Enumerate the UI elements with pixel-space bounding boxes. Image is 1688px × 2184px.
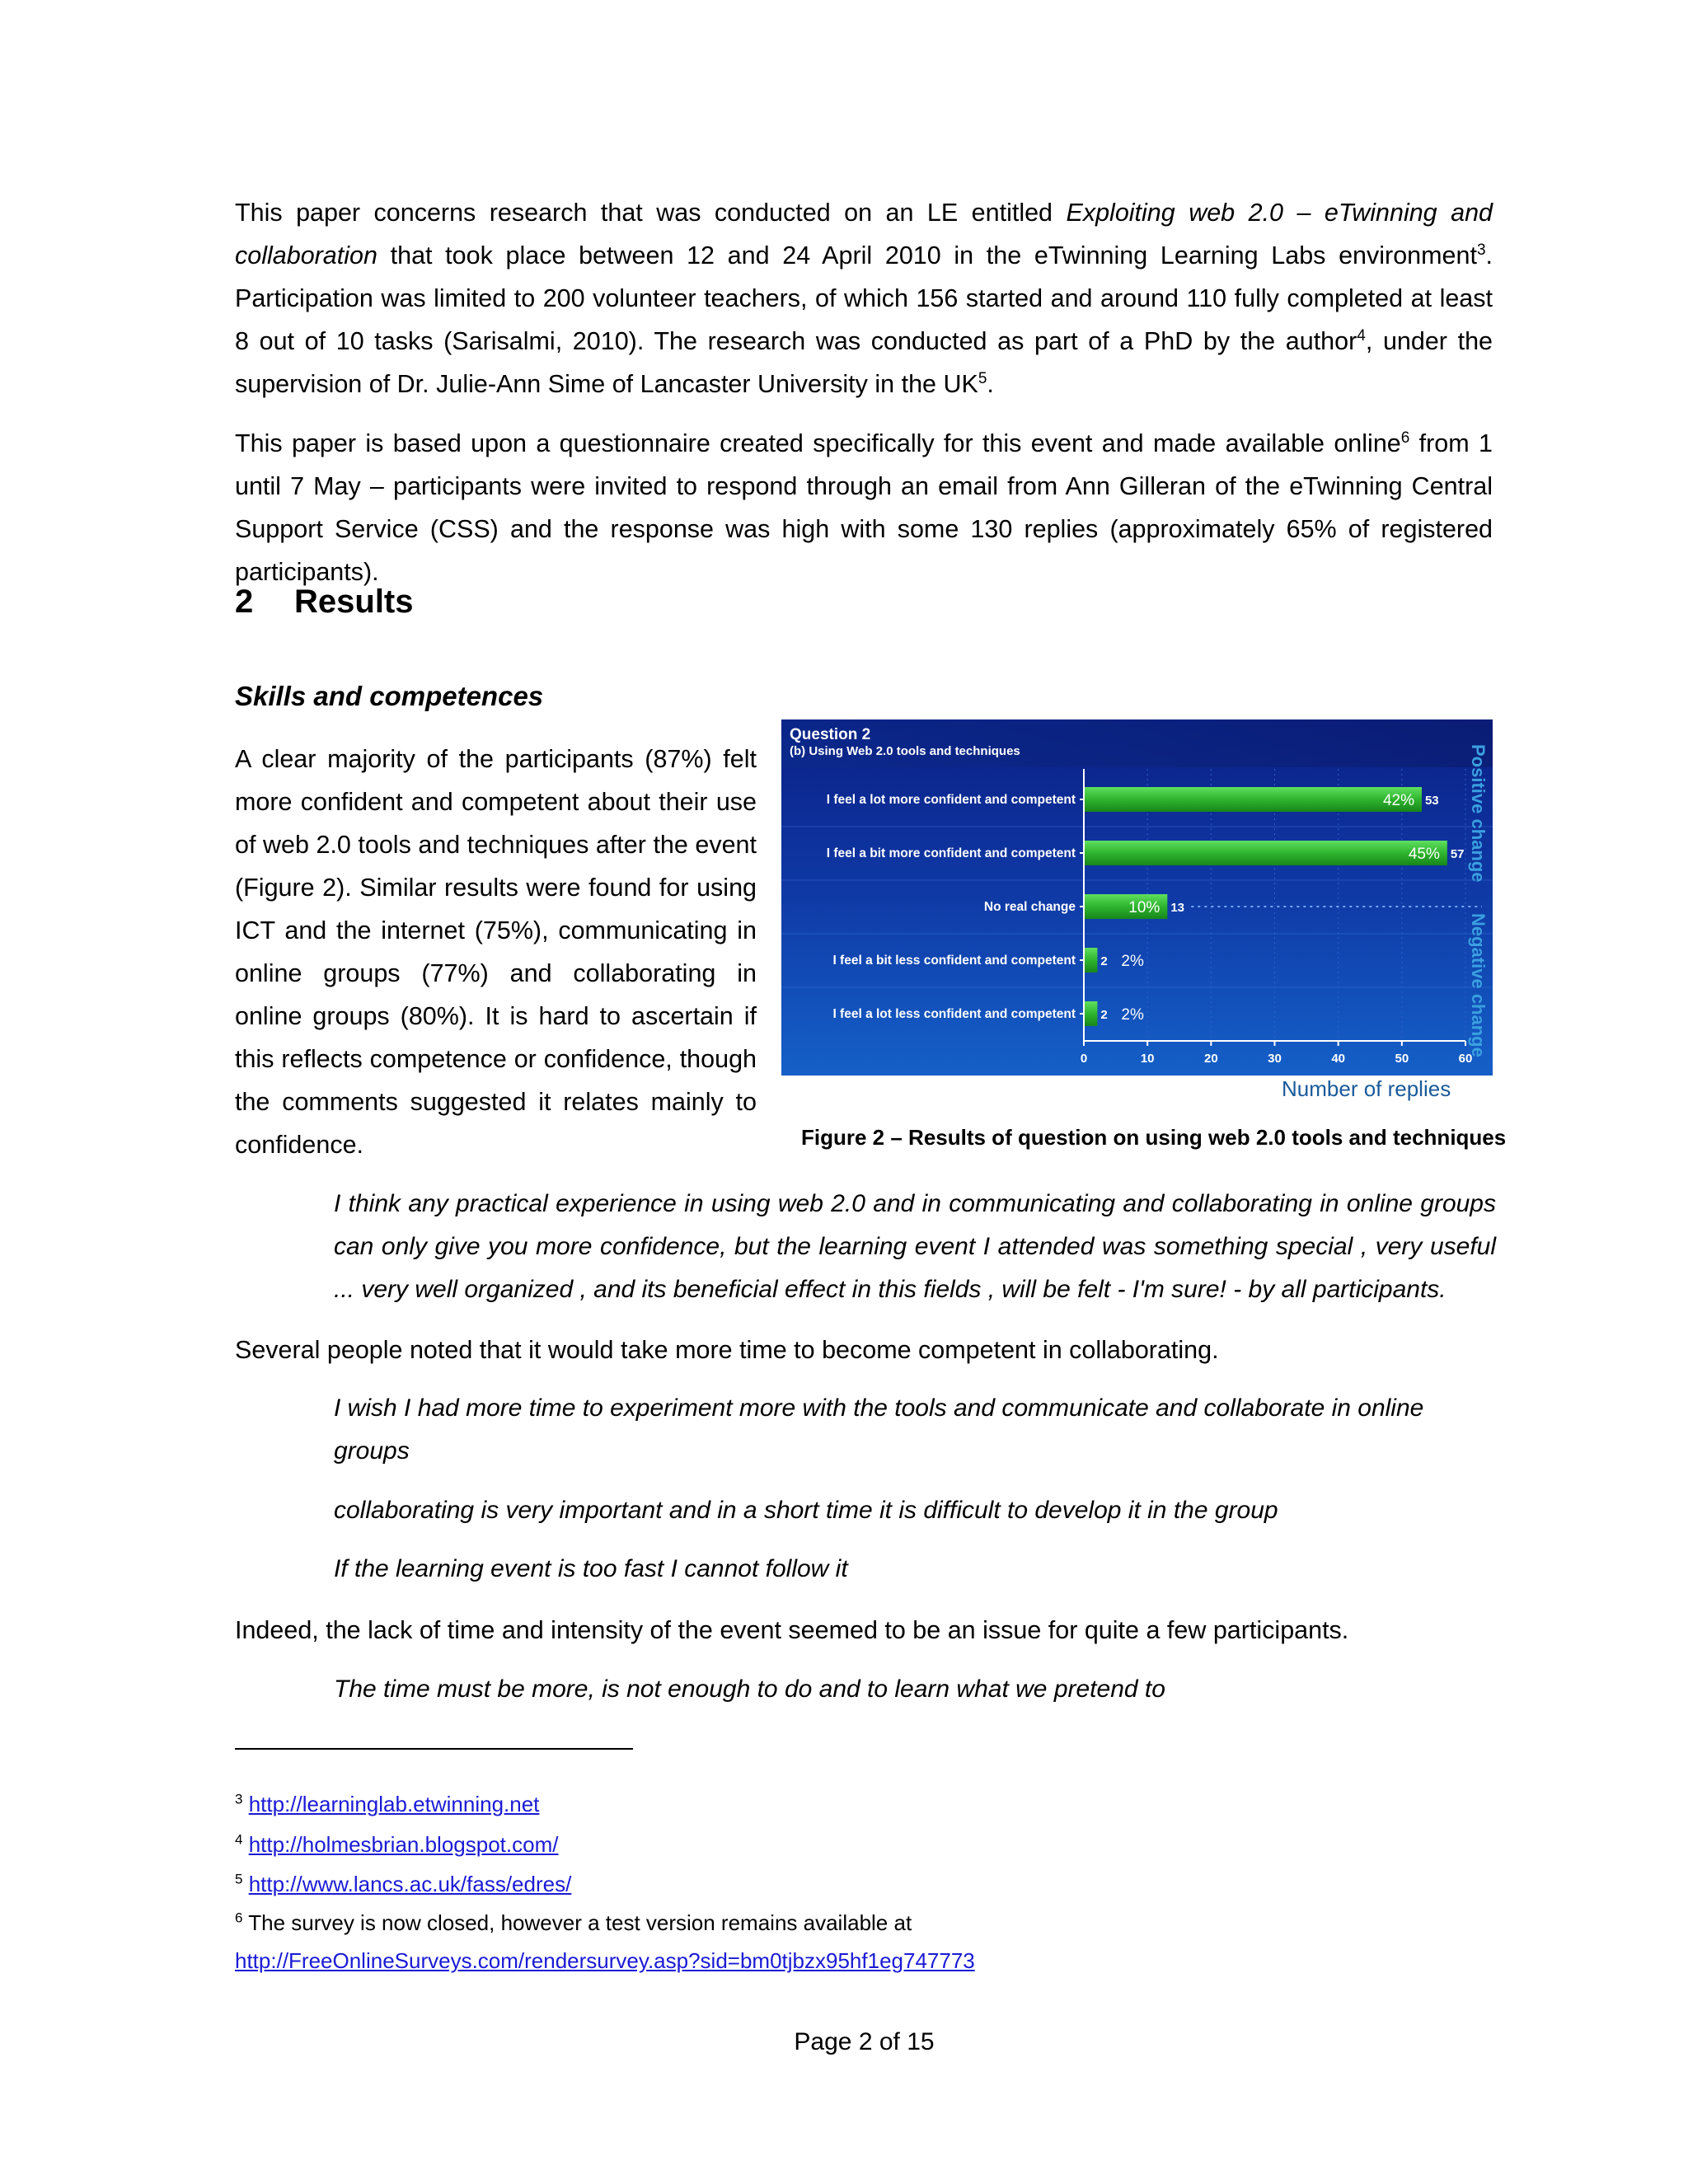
- skills-paragraph: A clear majority of the participants (87%) felt more confident and competent about their use of web 2.0 tools and techniques after the event (Figure 2). Similar results were found for using ICT and the internet (75%), communicating in online groups (77%) and collaborating in online groups (80%). It is hard to ascertain if this reflects competence or confidence, though the comments suggested it relates mainly to confidence.: [235, 745, 757, 1159]
- footnote-ref-4[interactable]: 4: [1357, 326, 1366, 344]
- positive-change-label: Positive change: [1468, 744, 1489, 883]
- quote-5: The time must be more, is not enough to do and to learn what we pretend to: [334, 1675, 1165, 1703]
- intro-text-c: . Participation was limited to 200 volunteer teachers, of which 156 started and around 110 fully completed at least 8 out of 10 tasks (Sarisalmi, 2010). The research was conducted as part of a PhD by the author: [235, 241, 1493, 355]
- event-title: Exploiting web 2.0 – eTwinning and collaboration: [235, 199, 1493, 269]
- footnote-ref-6[interactable]: 6: [1400, 429, 1410, 447]
- x-axis-label: Number of replies: [1282, 1076, 1451, 1101]
- paragraph-lack-of-time: Indeed, the lack of time and intensity of the event seemed to be an issue for quite a few participants.: [235, 1616, 1349, 1644]
- footnote-number: 5: [235, 1871, 243, 1887]
- footnote-separator: [235, 1748, 633, 1750]
- page-number: Page 2 of 15: [794, 2028, 935, 2055]
- footnote-ref-3[interactable]: 3: [1476, 241, 1486, 259]
- x-tick-label: 40: [1331, 1052, 1346, 1066]
- footnote-6: [235, 1908, 912, 1938]
- chart-header-band: [781, 719, 1493, 767]
- bar-percent-label: 42%: [1382, 792, 1414, 809]
- footnote-5: [235, 1869, 571, 1899]
- paragraph-more-time: Several people noted that it would take more time to become competent in collaborating.: [235, 1336, 1219, 1364]
- bar-chart: [781, 719, 1493, 1076]
- bar-value-label: 57: [1450, 847, 1465, 861]
- figure-2-chart: [781, 719, 1493, 1076]
- footnote-3: [235, 1789, 539, 1819]
- bar-value-label: 2: [1100, 1008, 1108, 1022]
- bar-value-label: 53: [1424, 794, 1439, 808]
- chart-title: Question 2: [790, 726, 871, 743]
- footnote-number: 6: [235, 1910, 243, 1926]
- x-tick-label: 50: [1395, 1052, 1409, 1066]
- footnote-4: [235, 1830, 558, 1859]
- intro-paragraph-2: [235, 422, 1493, 593]
- section-number: 2: [235, 583, 254, 620]
- footnote-6-link-line: [235, 1946, 975, 1975]
- footnote-link[interactable]: http://holmesbrian.blogspot.com/: [248, 1832, 559, 1857]
- x-tick-label: 10: [1140, 1052, 1155, 1066]
- section-title: Results: [294, 583, 414, 620]
- footnote-link[interactable]: http://FreeOnlineSurveys.com/rendersurvey.asp?sid=bm0tjbzx95hf1eg747773: [235, 1948, 975, 1973]
- intro-paragraph-1: [235, 191, 1493, 405]
- bar: [1085, 787, 1422, 812]
- intro-text-a: This paper concerns research that was conducted on an LE entitled: [235, 199, 1067, 227]
- footnote-link[interactable]: http://learninglab.etwinning.net: [248, 1792, 540, 1816]
- bar-percent-label: 10%: [1128, 899, 1160, 916]
- intro-text-e: .: [987, 370, 994, 398]
- quote-4: If the learning event is too fast I cannot follow it: [334, 1555, 848, 1582]
- section-heading: [235, 581, 414, 622]
- bar: [1085, 841, 1447, 865]
- subsection-heading: Skills and competences: [235, 681, 544, 711]
- x-tick-label: 0: [1080, 1052, 1088, 1066]
- quote-1: I think any practical experience in using web 2.0 and in communicating and collaborating in online groups can only give you more confidence, but the learning event I attended was something special , very useful ... very well organized , and its beneficial effect in this fields , will be felt - I'm sure! - by all participants.: [334, 1190, 1496, 1303]
- footnote-number: 4: [235, 1831, 243, 1848]
- intro2-text-a: This paper is based upon a questionnaire created specifically for this event and made available online: [235, 429, 1401, 457]
- figure-caption: Figure 2 – Results of question on using web 2.0 tools and techniques: [801, 1125, 1507, 1150]
- chart-subtitle: (b) Using Web 2.0 tools and techniques: [790, 744, 1020, 758]
- category-label: I feel a lot less confident and competent: [832, 1007, 1076, 1021]
- bar-percent-label: 2%: [1121, 1006, 1144, 1024]
- negative-change-label: Negative change: [1468, 913, 1489, 1057]
- bar: [1085, 1001, 1097, 1026]
- intro-text-b: that took place between 12 and 24 April 2010 in the eTwinning Learning Labs environment: [377, 241, 1477, 269]
- bar-percent-label: 2%: [1121, 953, 1144, 970]
- category-label: I feel a bit more confident and competent: [826, 846, 1076, 860]
- quote-2: I wish I had more time to experiment more with the tools and communicate and collaborate in online groups: [334, 1394, 1424, 1465]
- intro-text-d: , under the supervision of Dr. Julie-Ann Sime of Lancaster University in the UK: [235, 327, 1493, 398]
- footnote-ref-5[interactable]: 5: [978, 369, 987, 387]
- footnote-text: The survey is now closed, however a test version remains available at: [248, 1910, 912, 1935]
- category-label: I feel a bit less confident and competent: [832, 954, 1076, 968]
- quote-3: collaborating is very important and in a short time it is difficult to develop it in the group: [334, 1497, 1278, 1524]
- category-label: I feel a lot more confident and competent: [826, 793, 1076, 807]
- footnote-link[interactable]: http://www.lancs.ac.uk/fass/edres/: [248, 1872, 572, 1896]
- footnote-number: 3: [235, 1791, 243, 1807]
- intro2-text-b: from 1 until 7 May – participants were invited to respond through an email from Ann Gilleran of the eTwinning Central Support Service (CSS) and the response was high with some 130 replies (approximately 65% of registered participants).: [235, 429, 1493, 586]
- bar-value-label: 13: [1170, 901, 1185, 915]
- category-label: No real change: [983, 900, 1076, 914]
- bar-percent-label: 45%: [1408, 846, 1440, 863]
- bar: [1085, 948, 1097, 972]
- x-tick-label: 60: [1458, 1052, 1473, 1066]
- bar-value-label: 2: [1100, 954, 1108, 968]
- x-tick-label: 20: [1203, 1052, 1218, 1066]
- x-tick-label: 30: [1268, 1052, 1282, 1066]
